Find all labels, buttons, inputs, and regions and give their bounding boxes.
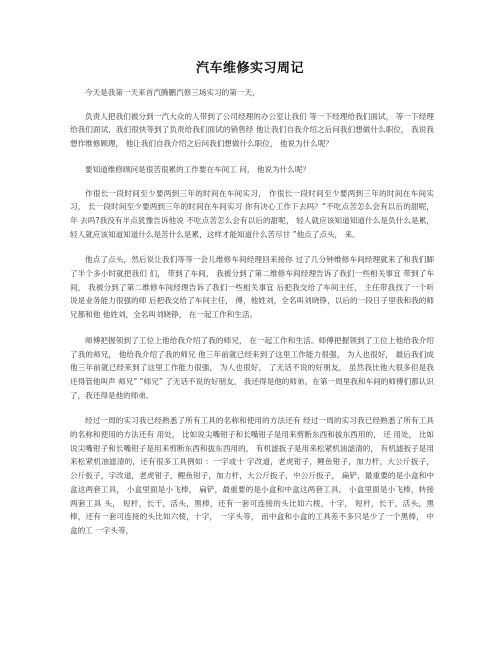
document-title: 汽车维修实习周记 bbox=[195, 61, 304, 76]
document-body bbox=[70, 86, 434, 550]
paragraph: 他点了点头，然后说让我们等等一会儿维修车间经理回来接你 过了几分钟维修车间经理就来了和我们脚了半个多小时就把我们 们， 带到了车间， 我被分到了第二维修车间经理告诉了我们一些相关事宜 带到了车间， 我被分到了第二维修车间经理告诉了我们一些相关事宜 后把我交给了车间主任， 主任带我找了一个听说是业务能力很强的师 后把我交给了车间主任， 傅，他姓刘，全名叫刘晓铮，以后的一段日子里我和我的师兄都和他 他姓刘，全名叫刘晓铮， 在一起工作和生活。 bbox=[70, 255, 434, 320]
paragraph: 作很长一段时间至少要两到三年的时间在车间实习， 作很长一段时间至少要两到三年的时间在车间实习， 长一段时间至少要两到三年的时间在车间实习 你有决心工作下去吗？“不吃点苦怎么会有以后的甜呢， 年 去吗?我没有半点犹豫告诉他说 不吃点苦怎么会有以后的甜呢， 轻人就应该知道知道什么是负什么是累， 轻人就应该知道知道什么是苦什么是累，这样才能知道什么苦尽甘 ”他点了点头， 来。 bbox=[70, 188, 434, 239]
paragraph: 经过一周的实习我已经熟悉了所有工具的名称和使用的方法还有 经过一周的实习我已经熟悉了所有工具的名称和使用的方法还有 用处， 比如说尖嘴钳子和长嘴钳子是用来剪断东西和拔东西用的， 还 用处， 比如说尖嘴钳子和长嘴钳子是用来剪断东西和拔东西用的， 有机滤扳子是用来松紧机油滤清的， 有机滤扳子是用来松紧机油滤清的，还有很多工具例如 ：一字或十 字改道，老虎钳子，鲤鱼钳子，加力杆，大公斤扳子， 公斤扳子，字改道，老虎钳子，鲤鱼钳子，加力杆，大公斤扳子，中公斤扳子， 扁铲，最重要的是小盒和中盒这两套工具， 小盒里面是小飞棒， 扁铲，最重要的是小盒和中盒这两套工具， 小盒里面是小飞棒，转接 两套工具 头， 短杆，长干，活头，黑棒，还有一套可连接的头比如六棱，十字， 短杆，长干，活头，黑棒，还有一套可连接的头比如六棱，十字， 一字头等， 而中盒和小盒的工具差不多只是少了一个黑棒， 中盒的工 一字头等， bbox=[70, 416, 434, 535]
paragraph: 负责人把我们被分到一汽大众的人带到了公司经理的办公室让我们 等一下经理给我们面试， 等一下经理给我们面试，我们很快等到了负责给我们面试的销售经 他让我们自我介绍之后问我们想做什么职位， 我说我想作维修顾理， 他让我们自我介绍之后问我们想做什么职位， 他说为什么呢？ bbox=[70, 111, 434, 149]
paragraph: 要知道维修顾问是很苦很累的工作要在车间工 问， 他说为什么呢？ bbox=[85, 164, 311, 174]
paragraph: 师傅把握领到了工位上他给我介绍了我的师兄， 在一起工作和生活。师傅把握领到了工位上他给我介绍了我的师兄， 他给我介绍了我的师兄 他三年前就已经来到了这里工作能力很强， 为人也很好， 最后我们成 他三年前就已经来到了这里工作能力很强， 为人也很好， 了无话不说的好朋友， 虽然我比他大很多但是我还得管他叫声 师兄” “师兄” 了无话不说的好朋友， 我还得是他的师弟。在第一周里我和车间的师傅们都认识了，我还得是他的师弟。 bbox=[70, 335, 434, 400]
paragraph: 今天是我第一天来首汽腾鹏汽修三场实习的第一天， bbox=[85, 88, 260, 97]
